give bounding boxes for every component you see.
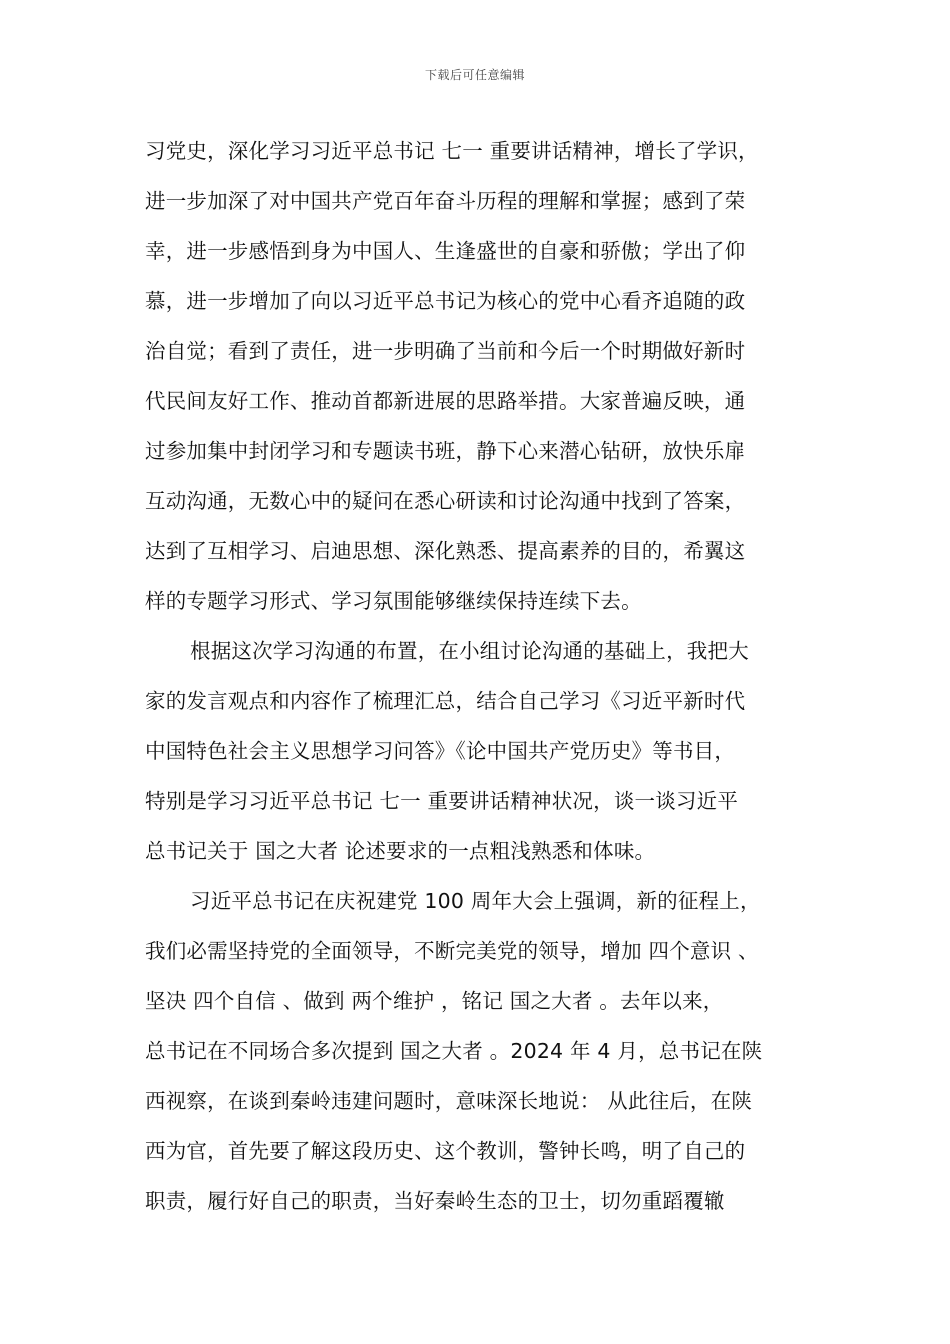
text-line: 总书记在不同场合多次提到 国之大者 。2024 年 4 月，总书记在陕 [145, 1039, 763, 1063]
text-line: 我们必需坚持党的全面领导，不断完美党的领导，增加 四个意识 、 [145, 939, 759, 963]
paragraph-2 [145, 626, 825, 876]
text-line: 进一步加深了对中国共产党百年奋斗历程的理解和掌握；感到了荣 [145, 189, 746, 213]
text-line: 家的发言观点和内容作了梳理汇总，结合自己学习《习近平新时代 [145, 689, 746, 713]
paragraph-1 [145, 126, 825, 626]
text-line: 达到了互相学习、启迪思想、深化熟悉、提高素养的目的，希翼这 [145, 539, 746, 563]
page-header: 下载后可任意编辑 [424, 68, 525, 82]
text-line: 习党史，深化学习习近平总书记 七一 重要讲话精神，增长了学识， [145, 139, 759, 163]
text-line: 互动沟通，无数心中的疑问在悉心研读和讨论沟通中找到了答案， [145, 489, 746, 513]
text-line: 特别是学习习近平总书记 七一 重要讲话精神状况，谈一谈习近平 [145, 789, 739, 813]
text-line: 代民间友好工作、推动首都新进展的思路举措。大家普遍反映，通 [145, 389, 746, 413]
text-line: 样的专题学习形式、学习氛围能够继续保持连续下去。 [145, 589, 642, 613]
text-line: 坚决 四个自信 、做到 两个维护 ，铭记 国之大者 。去年以来， [145, 989, 724, 1013]
text-line: 过参加集中封闭学习和专题读书班，静下心来潜心钻研，放快乐扉 [145, 439, 746, 463]
text-line: 中国特色社会主义思想学习问答》《论中国共产党历史》等书目， [145, 739, 736, 763]
text-line: 西为官，首先要了解这段历史、这个教训，警钟长鸣，明了自己的 [145, 1139, 746, 1163]
text-line: 慕，进一步增加了向以习近平总书记为核心的党中心看齐追随的政 [145, 289, 746, 313]
text-line: 总书记关于 国之大者 论述要求的一点粗浅熟悉和体味。 [145, 839, 656, 863]
text-line: 治自觉；看到了责任，进一步明确了当前和今后一个时期做好新时 [145, 339, 746, 363]
text-line: 幸，进一步感悟到身为中国人、生逢盛世的自豪和骄傲；学出了仰 [145, 239, 746, 263]
text-line: 西视察，在谈到秦岭违建问题时，意味深长地说： 从此往后，在陕 [145, 1089, 753, 1113]
text-line: 习近平总书记在庆祝建党 100 周年大会上强调，新的征程上， [190, 889, 761, 913]
text-line: 根据这次学习沟通的布置，在小组讨论沟通的基础上，我把大 [190, 639, 749, 663]
document-body [145, 126, 825, 1226]
text-line: 职责，履行好自己的职责，当好秦岭生态的卫士，切勿重蹈覆辙 [145, 1189, 725, 1213]
paragraph-3 [145, 876, 825, 1226]
